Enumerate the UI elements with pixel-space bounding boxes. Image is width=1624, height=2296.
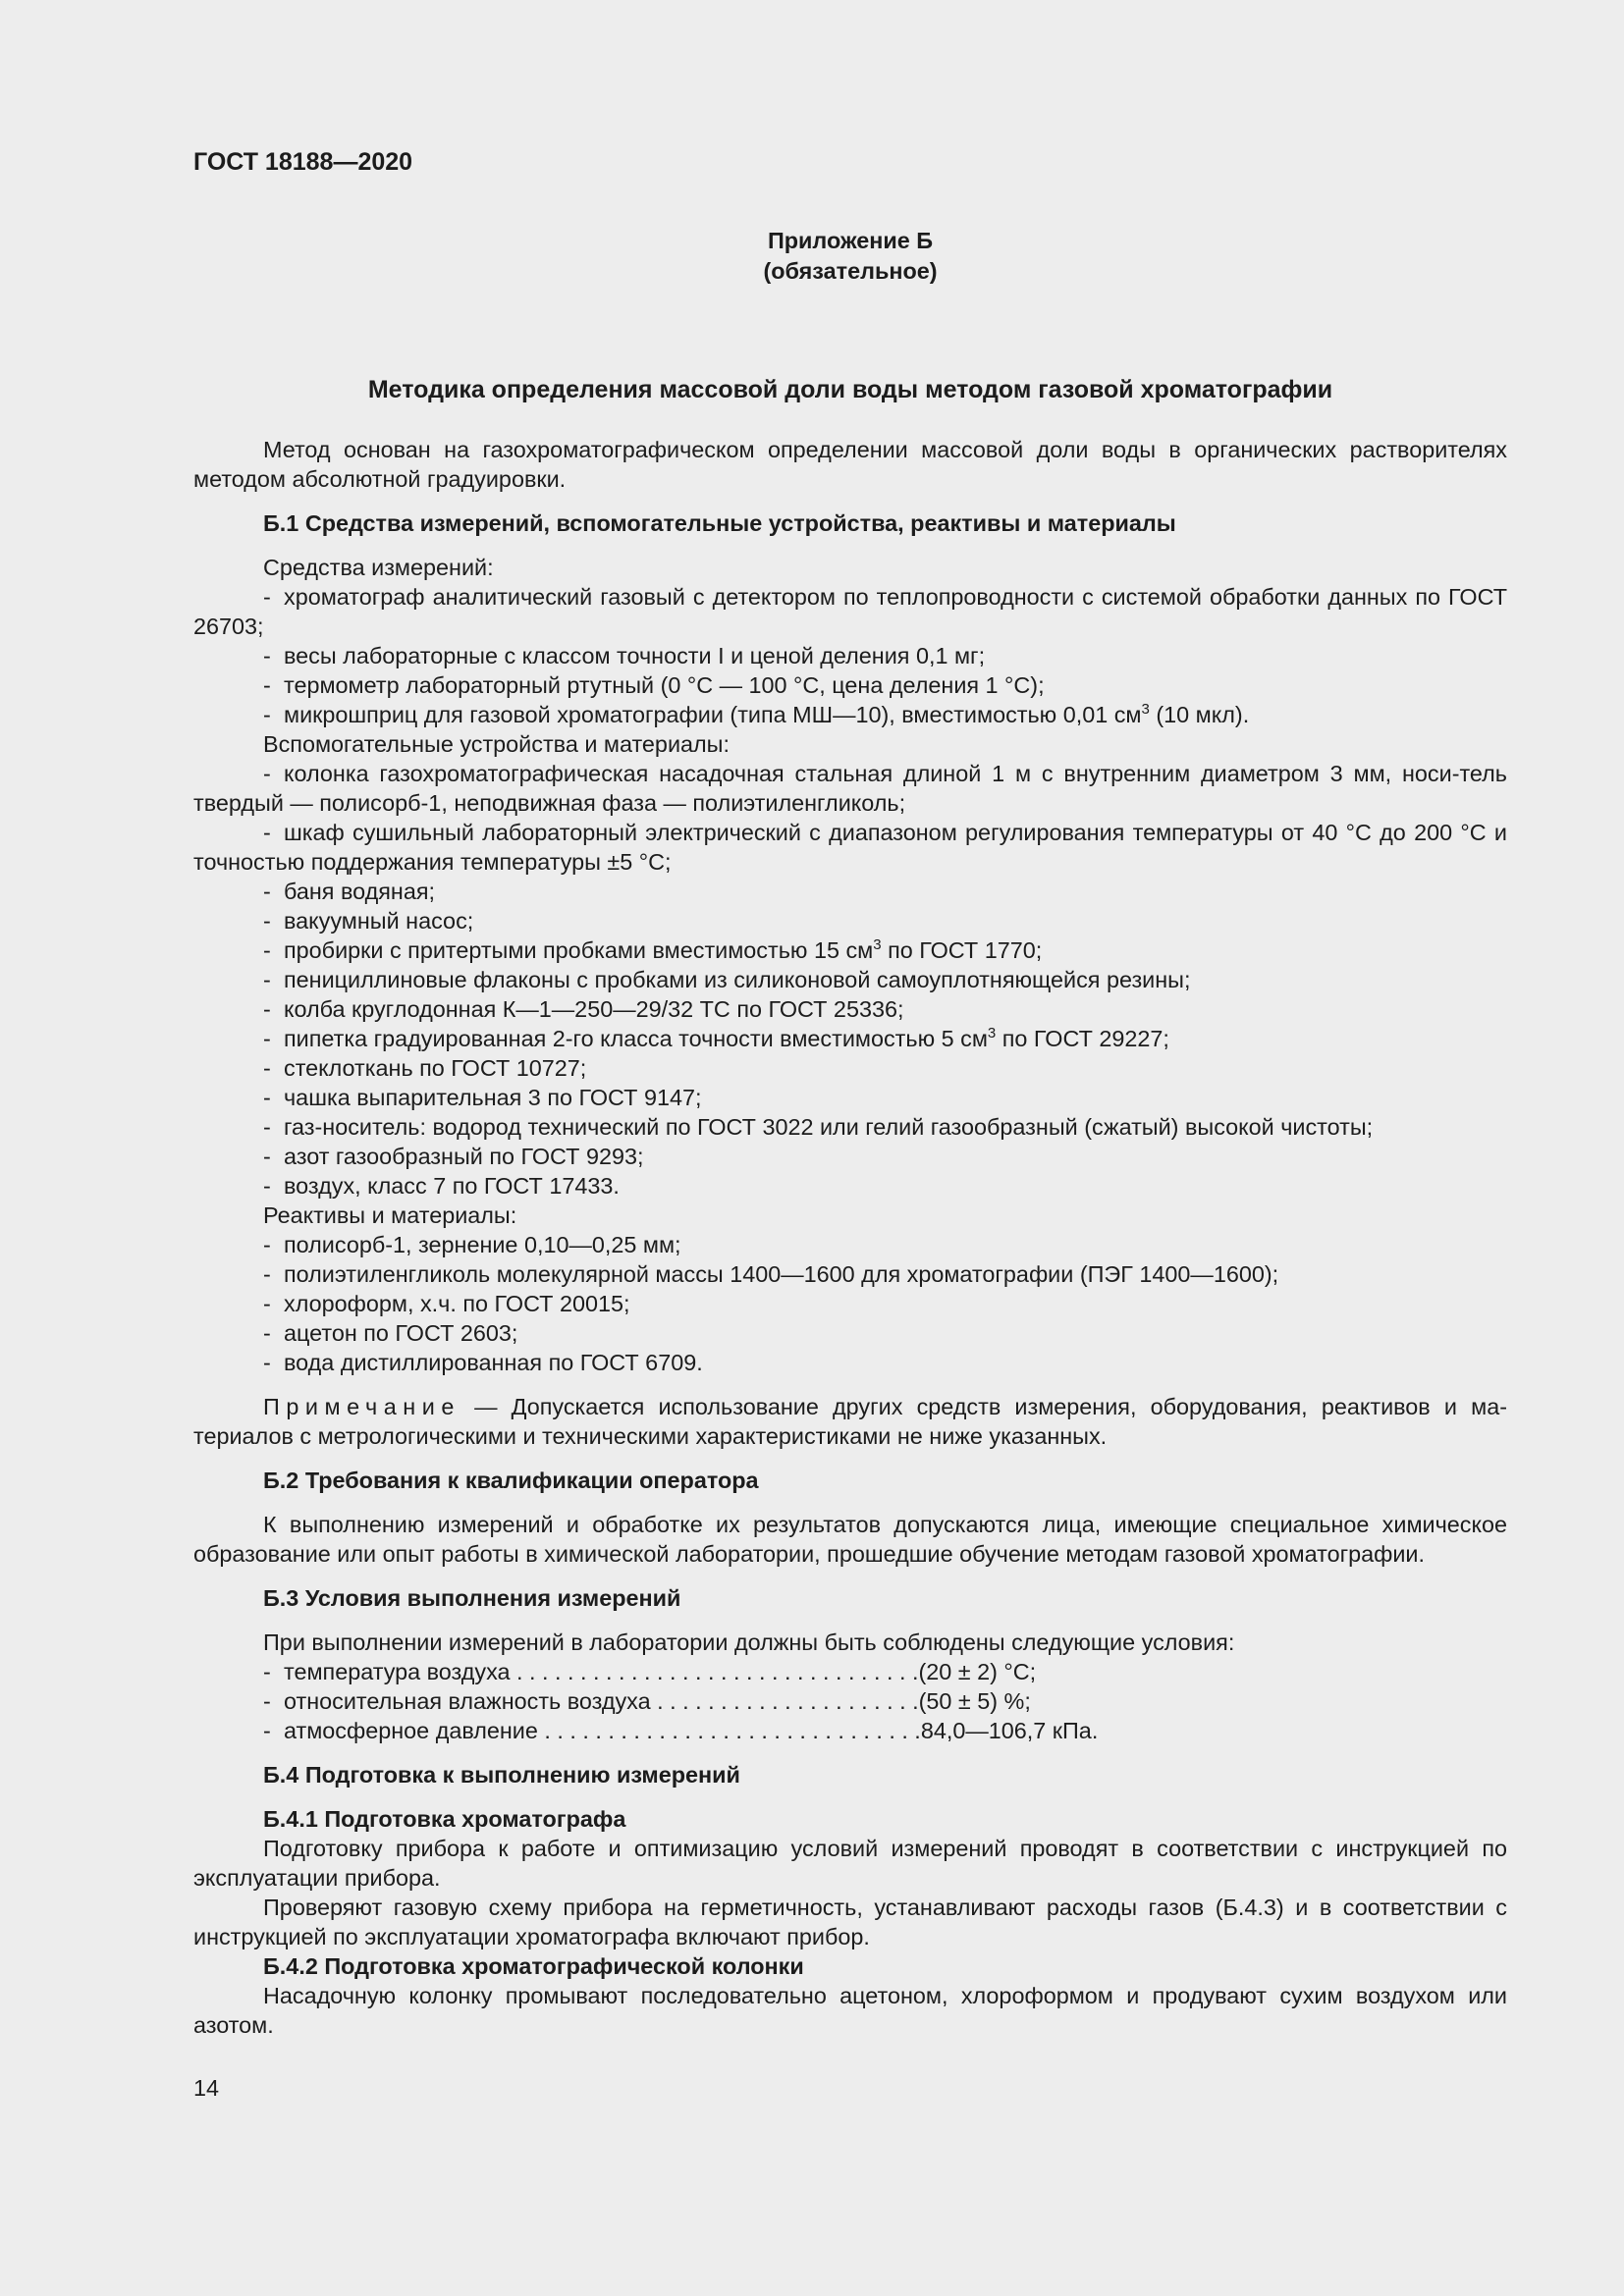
list-item: - ацетон по ГОСТ 2603; [263, 1320, 518, 1346]
list-item: - пенициллиновые флаконы с пробками из силиконовой самоуплотняющейся резины; [263, 967, 1191, 992]
list-item: - чашка выпарительная 3 по ГОСТ 9147; [263, 1085, 702, 1110]
section-b2-heading: Б.2 Требования к квалификации оператора [263, 1468, 759, 1493]
list-item: - колонка газохроматографическая насадочная стальная длиной 1 м с внутренним диаметром 3 мм, носи-тель твердый — полисорб-1, неподвижная фаза — полиэтиленгликоль; [193, 761, 1507, 816]
section-b2-text: К выполнению измерений и обработке их результатов допускаются лица, имеющие специальное химическое образование или опыт работы в химической лаборатории, прошедшие обучение методам газовой хроматографии. [193, 1512, 1507, 1567]
aux-list [193, 759, 1507, 1201]
section-b1-heading: Б.1 Средства измерений, вспомогательные устройства, реактивы и материалы [263, 510, 1176, 536]
list-item: - колба круглодонная К—1—250—29/32 ТС по ГОСТ 25336; [263, 996, 904, 1022]
list-item: - хлороформ, х.ч. по ГОСТ 20015; [263, 1291, 630, 1316]
list-item: - атмосферное давление . . . . . . . . . . . . . . . . . . . . . . . . . . . . . .84,0—106,7 кПа. [263, 1718, 1099, 1743]
list-item: - пипетка градуированная 2-го класса точности вместимостью 5 $см^3$ по ГОСТ 29227; [263, 1025, 1169, 1051]
list-item: - полисорб-1, зернение 0,10—0,25 мм; [263, 1232, 681, 1257]
note [193, 1392, 1507, 1451]
note-text: — Допускается использование других средств измерения, оборудования, реактивов и ма-териалов с метрологическими и техническими характеристиками не ниже указанных. [193, 1394, 1507, 1449]
instruments-label: Средства измерений: [263, 555, 494, 580]
list-item: - баня водяная; [263, 879, 436, 904]
list-item: - стеклоткань по ГОСТ 10727; [263, 1055, 587, 1081]
method-intro: Метод основан на газохроматографическом определении массовой доли воды в органических растворителях методом абсолютной градуировки. [193, 437, 1507, 492]
list-item: - весы лабораторные с классом точности I и ценой деления 0,1 мг; [263, 643, 986, 668]
appendix-status: (обязательное) [763, 258, 938, 284]
list-item: - полиэтиленгликоль молекулярной массы 1400—1600 для хроматографии (ПЭГ 1400—1600); [263, 1261, 1279, 1287]
page-number: 14 [193, 2075, 220, 2101]
instruments-list [193, 582, 1507, 729]
list-item: - воздух, класс 7 по ГОСТ 17433. [263, 1173, 620, 1199]
list-item: - шкаф сушильный лабораторный электрический с диапазоном регулирования температуры от 40 °С до 200 °С и точностью поддержания температуры ±5 °С; [193, 820, 1507, 875]
appendix-heading [193, 226, 1507, 287]
list-item: - газ-носитель: водород технический по ГОСТ 3022 или гелий газообразный (сжатый) высокой чистоты; [263, 1114, 1374, 1140]
section-b41-heading: Б.4.1 Подготовка хроматографа [263, 1806, 626, 1832]
list-item: - хроматограф аналитический газовый с детектором по теплопроводности с системой обработки данных по ГОСТ 26703; [193, 584, 1507, 639]
list-item: - вакуумный насос; [263, 908, 474, 934]
note-label: Примечание [263, 1394, 460, 1419]
document-code: ГОСТ 18188—2020 [193, 148, 413, 176]
method-title: Методика определения массовой доли воды методом газовой хроматографии [367, 376, 1333, 403]
reagents-label: Реактивы и материалы: [263, 1202, 517, 1228]
conditions-list [193, 1657, 1507, 1745]
document-page [193, 0, 1507, 2296]
reagents-list [193, 1230, 1507, 1377]
section-b42-heading: Б.4.2 Подготовка хроматографической колонки [263, 1953, 804, 1979]
appendix-title: Приложение Б [767, 228, 934, 253]
section-b41-p1: Подготовку прибора к работе и оптимизацию условий измерений проводят в соответствии с инструкцией по эксплуатации прибора. [193, 1836, 1507, 1891]
list-item: - микрошприц для газовой хроматографии (типа МШ—10), вместимостью 0,01 $см^3$ (10 мкл). [263, 701, 1250, 727]
section-b42-p1: Насадочную колонку промывают последовательно ацетоном, хлороформом и продувают сухим воздухом или азотом. [193, 1983, 1507, 2038]
list-item: - азот газообразный по ГОСТ 9293; [263, 1144, 644, 1169]
section-b3-intro: При выполнении измерений в лаборатории должны быть соблюдены следующие условия: [263, 1629, 1235, 1655]
list-item: - относительная влажность воздуха . . . . . . . . . . . . . . . . . . . . .(50 ± 5) %; [263, 1688, 1031, 1714]
document-body [193, 435, 1507, 2040]
section-b4-heading: Б.4 Подготовка к выполнению измерений [263, 1762, 740, 1788]
list-item: - температура воздуха . . . . . . . . . . . . . . . . . . . . . . . . . . . . . . . .(20 ± 2) °С; [263, 1659, 1037, 1684]
list-item: - пробирки с притертыми пробками вместимостью 15 $см^3$ по ГОСТ 1770; [263, 936, 1043, 963]
section-b41-p2: Проверяют газовую схему прибора на герметичность, устанавливают расходы газов (Б.4.3) и в соответствии с инструкцией по эксплуатации хроматографа включают прибор. [193, 1895, 1507, 1949]
aux-label: Вспомогательные устройства и материалы: [263, 731, 730, 757]
list-item: - вода дистиллированная по ГОСТ 6709. [263, 1350, 703, 1375]
list-item: - термометр лабораторный ртутный (0 °С — 100 °С, цена деления 1 °С); [263, 672, 1045, 698]
section-b3-heading: Б.3 Условия выполнения измерений [263, 1585, 681, 1611]
